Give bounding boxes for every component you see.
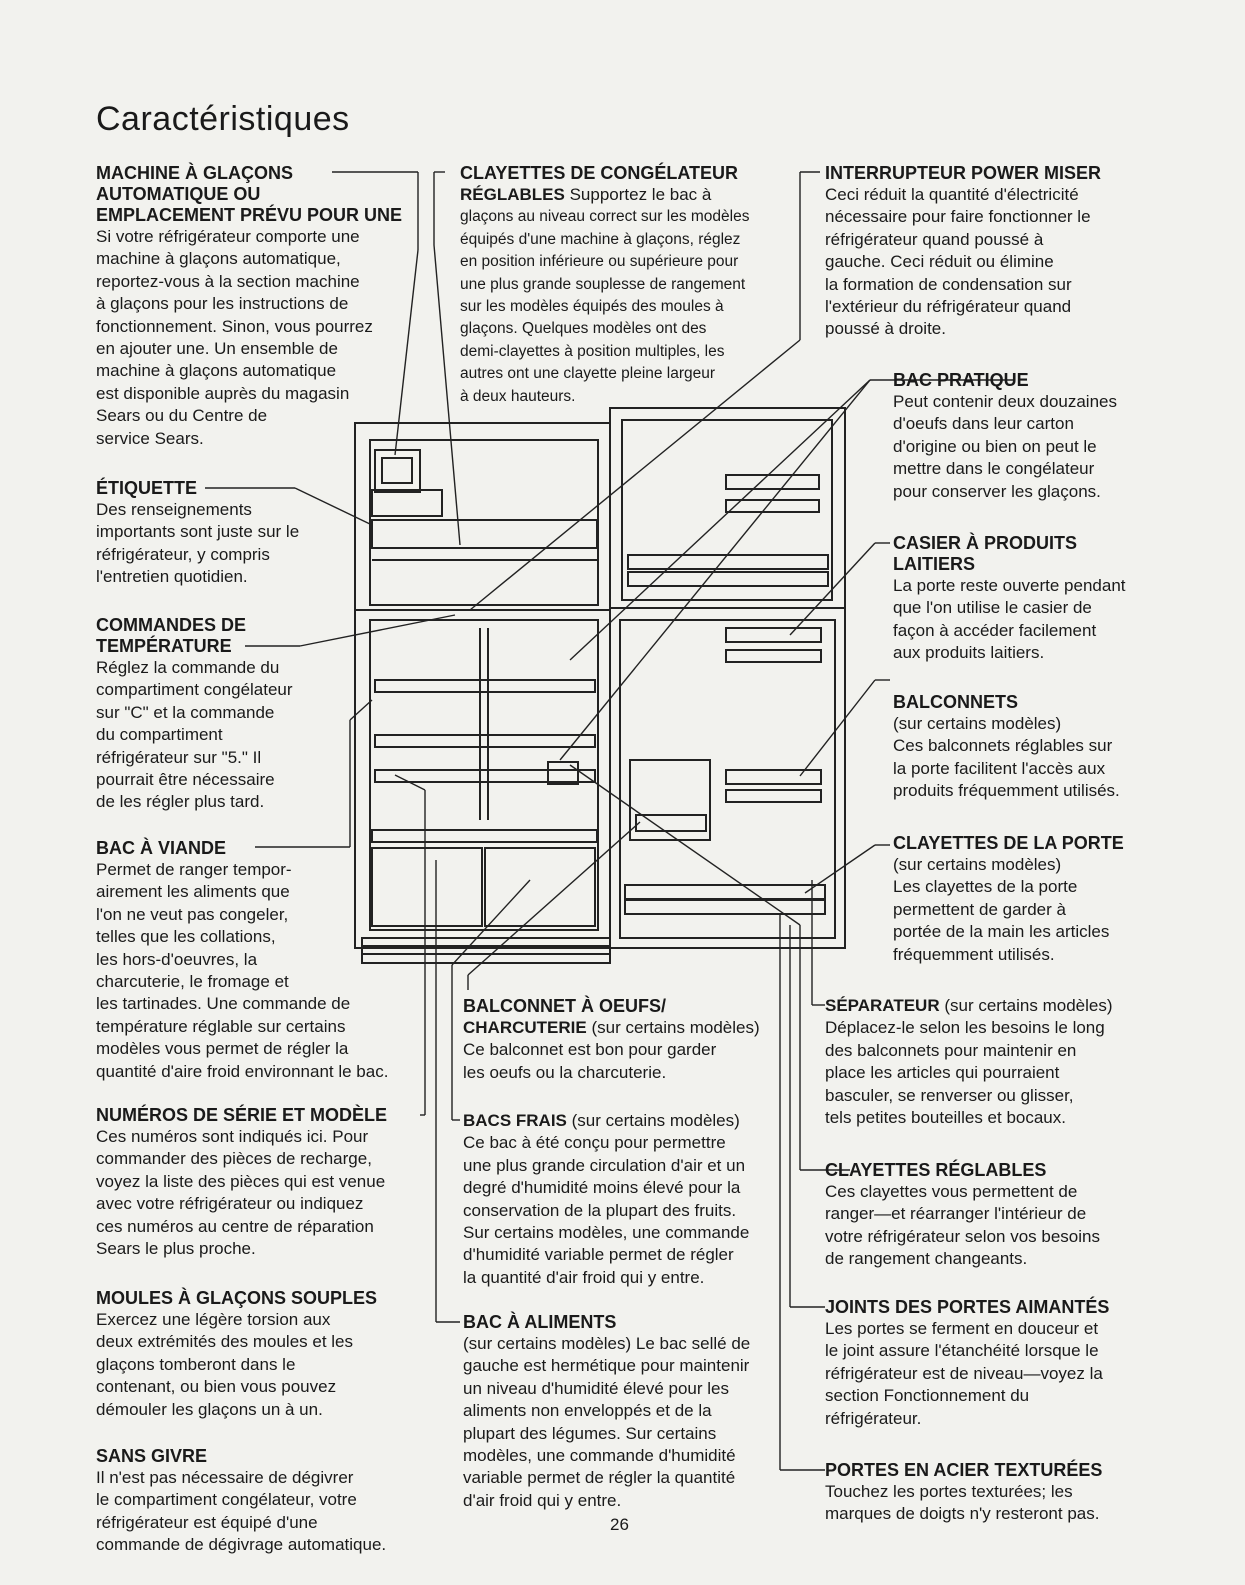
- section-body: Les portes se ferment en douceur et le joint assure l'étanchéité lorsque le réfrigérateur est de niveau—voyez la section Fonctionnement du réfrigérateur.: [825, 1319, 1103, 1428]
- section-heading: COMMANDES DE TEMPÉRATURE: [96, 615, 247, 656]
- section-body: (sur certains modèles) Ces balconnets réglables sur la porte facilitent l'accès aux produits fréquemment utilisés.: [893, 714, 1120, 801]
- section-body: Des renseignements importants sont juste sur le réfrigérateur, y compris l'entretien quotidien.: [96, 500, 300, 587]
- section-viande: [96, 838, 426, 1083]
- section-heading: PORTES EN ACIER TEXTURÉES: [825, 1460, 1103, 1480]
- section-clayettes-reglables: [825, 1160, 1155, 1271]
- section-heading: BAC À ALIMENTS: [463, 1312, 617, 1332]
- page-number: 26: [610, 1515, 629, 1534]
- section-machine: [96, 163, 416, 450]
- section-body: Exercez une légère torsion aux deux extrémités des moules et les glaçons tomberont dans le contenant, ou bien vous pouvez démouler les glaçons un à un.: [96, 1310, 354, 1419]
- section-heading: SANS GIVRE: [96, 1446, 208, 1466]
- page-title: Caractéristiques: [96, 100, 350, 138]
- section-givre: [96, 1446, 426, 1557]
- section-body: Ceci réduit la quantité d'électricité nécessaire pour faire fonctionner le réfrigérateur quand poussé à gauche. Ceci réduit ou élimine la formation de condensation sur l'extérieur du réfrigérateur quand poussé à droite.: [825, 185, 1091, 339]
- section-body: Permet de ranger tempor- airement les aliments que l'on ne veut pas congeler, telles que les collations, les hors-d'oeuvres, la charcuterie, le fromage et les tartinades. Une commande de température réglable sur certains modèles vous permet de régler la quantité d'aire froid environnant le bac.: [96, 860, 389, 1081]
- section-portes-acier: [825, 1460, 1155, 1526]
- section-heading: CLAYETTES DE LA PORTE: [893, 833, 1124, 853]
- section-balconnets: [893, 692, 1153, 803]
- section-heading: INTERRUPTEUR POWER MISER: [825, 163, 1102, 183]
- section-heading: MACHINE À GLAÇONS AUTOMATIQUE OU EMPLACEMENT PRÉVU POUR UNE: [96, 163, 403, 225]
- section-casier: [893, 533, 1153, 665]
- section-body: (sur certains modèles) Les clayettes de la porte permettent de garder à portée de la main les articles fréquemment utilisés.: [893, 855, 1110, 964]
- section-heading: BAC PRATIQUE: [893, 370, 1029, 390]
- section-etiquette: [96, 478, 336, 589]
- section-heading: BALCONNETS: [893, 692, 1018, 712]
- section-body: Réglez la commande du compartiment congélateur sur "C" et la commande du compartiment réfrigérateur sur "5." Il pourrait être nécessaire de les régler plus tard.: [96, 658, 293, 812]
- section-interrupteur: [825, 163, 1155, 341]
- section-body: Touchez les portes texturées; les marques de doigts n'y resteront pas.: [825, 1482, 1100, 1524]
- section-heading: NUMÉROS DE SÉRIE ET MODÈLE: [96, 1105, 388, 1125]
- section-lead: RÉGLABLES: [460, 185, 565, 204]
- section-heading: BACS FRAIS: [463, 1111, 567, 1130]
- section-heading: SÉPARATEUR: [825, 996, 940, 1015]
- section-joints: [825, 1297, 1155, 1430]
- section-separateur: [825, 995, 1155, 1129]
- section-lead: CHARCUTERIE: [463, 1018, 587, 1037]
- section-bac-pratique: [893, 370, 1153, 503]
- section-heading: CLAYETTES RÉGLABLES: [825, 1160, 1047, 1180]
- section-body: Ces numéros sont indiqués ici. Pour commander des pièces de recharge, voyez la liste des pièces qui est venue avec votre réfrigérateur ou indiquez ces numéros au centre de réparation Sears le plus proche.: [96, 1127, 386, 1259]
- section-body: Ce balconnet est bon pour garder les oeufs ou la charcuterie.: [463, 1040, 717, 1082]
- section-moules: [96, 1288, 426, 1421]
- section-heading-tail: (sur certains modèles): [566, 1111, 740, 1130]
- section-lead-text: Supportez le bac à: [564, 185, 712, 204]
- section-heading: MOULES À GLAÇONS SOUPLES: [96, 1288, 378, 1308]
- section-body: Il n'est pas nécessaire de dégivrer le compartiment congélateur, votre réfrigérateur est équipé d'une commande de dégivrage automatique.: [96, 1468, 387, 1555]
- section-heading-tail: (sur certains modèles): [939, 996, 1113, 1015]
- section-clayettes-porte: [893, 833, 1158, 966]
- section-heading: JOINTS DES PORTES AIMANTÉS: [825, 1297, 1110, 1317]
- section-bacs-frais: [463, 1110, 793, 1289]
- section-bac-aliments: [463, 1312, 793, 1512]
- section-body: Peut contenir deux douzaines d'oeufs dans leur carton d'origine ou bien on peut le mettre dans le congélateur pour conserver les glaçons.: [893, 392, 1117, 501]
- section-body: Si votre réfrigérateur comporte une machine à glaçons automatique, reportez-vous à la section machine à glaçons pour les instructions de fonctionnement. Sinon, vous pourrez en ajouter une. Un ensemble de machine à glaçons automatique est disponible auprès du magasin Sears ou du Centre de service Sears.: [96, 227, 373, 448]
- section-numeros: [96, 1105, 426, 1260]
- section-heading: CASIER À PRODUITS LAITIERS: [893, 533, 1078, 574]
- section-body: La porte reste ouverte pendant que l'on utilise le casier de façon à accéder facilement aux produits laitiers.: [893, 576, 1126, 663]
- section-heading: CLAYETTES DE CONGÉLATEUR: [460, 163, 739, 183]
- section-heading: BAC À VIANDE: [96, 838, 227, 858]
- section-body: Déplacez-le selon les besoins le long des balconnets pour maintenir en place les articles qui pourraient basculer, se renverser ou glisser, tels petites bouteilles et bocaux.: [825, 1018, 1105, 1128]
- section-body: Ces clayettes vous permettent de ranger—et réarranger l'intérieur de votre réfrigérateur selon vos besoins de rangement changeants.: [825, 1182, 1100, 1269]
- section-body: (sur certains modèles) Le bac sellé de gauche est hermétique pour maintenir un niveau d'humidité élevé pour les aliments non enveloppés et de la plupart des légumes. Sur certains modèles, une commande d'humidité variable permet de régler la quantité d'air froid qui y entre.: [463, 1334, 751, 1510]
- fridge-door-outline: [610, 408, 845, 948]
- section-heading: BALCONNET À OEUFS/: [463, 996, 667, 1016]
- section-body: Ce bac à été conçu pour permettre une plus grande circulation d'air et un degré d'humidité moins élevé pour la conservation de la plupart des fruits. Sur certains modèles, une commande d'humidité variable permet de régler la quantité d'air froid qui y entre.: [463, 1133, 750, 1287]
- section-lead-text: (sur certains modèles): [586, 1018, 760, 1037]
- section-clayettes-congelateur: [460, 163, 790, 408]
- section-body: glaçons au niveau correct sur les modèles équipés d'une machine à glaçons, réglez en position inférieure ou supérieure pour une plus grande souplesse de rangement sur les modèles équipés des moules à glaçons. Quelques modèles ont des demi-clayettes à position multiples, les autres ont une clayette pleine largeur à deux hauteurs.: [460, 208, 750, 405]
- section-commandes: [96, 615, 336, 814]
- section-heading: ÉTIQUETTE: [96, 478, 198, 498]
- section-balconnet-oeufs: [463, 996, 793, 1084]
